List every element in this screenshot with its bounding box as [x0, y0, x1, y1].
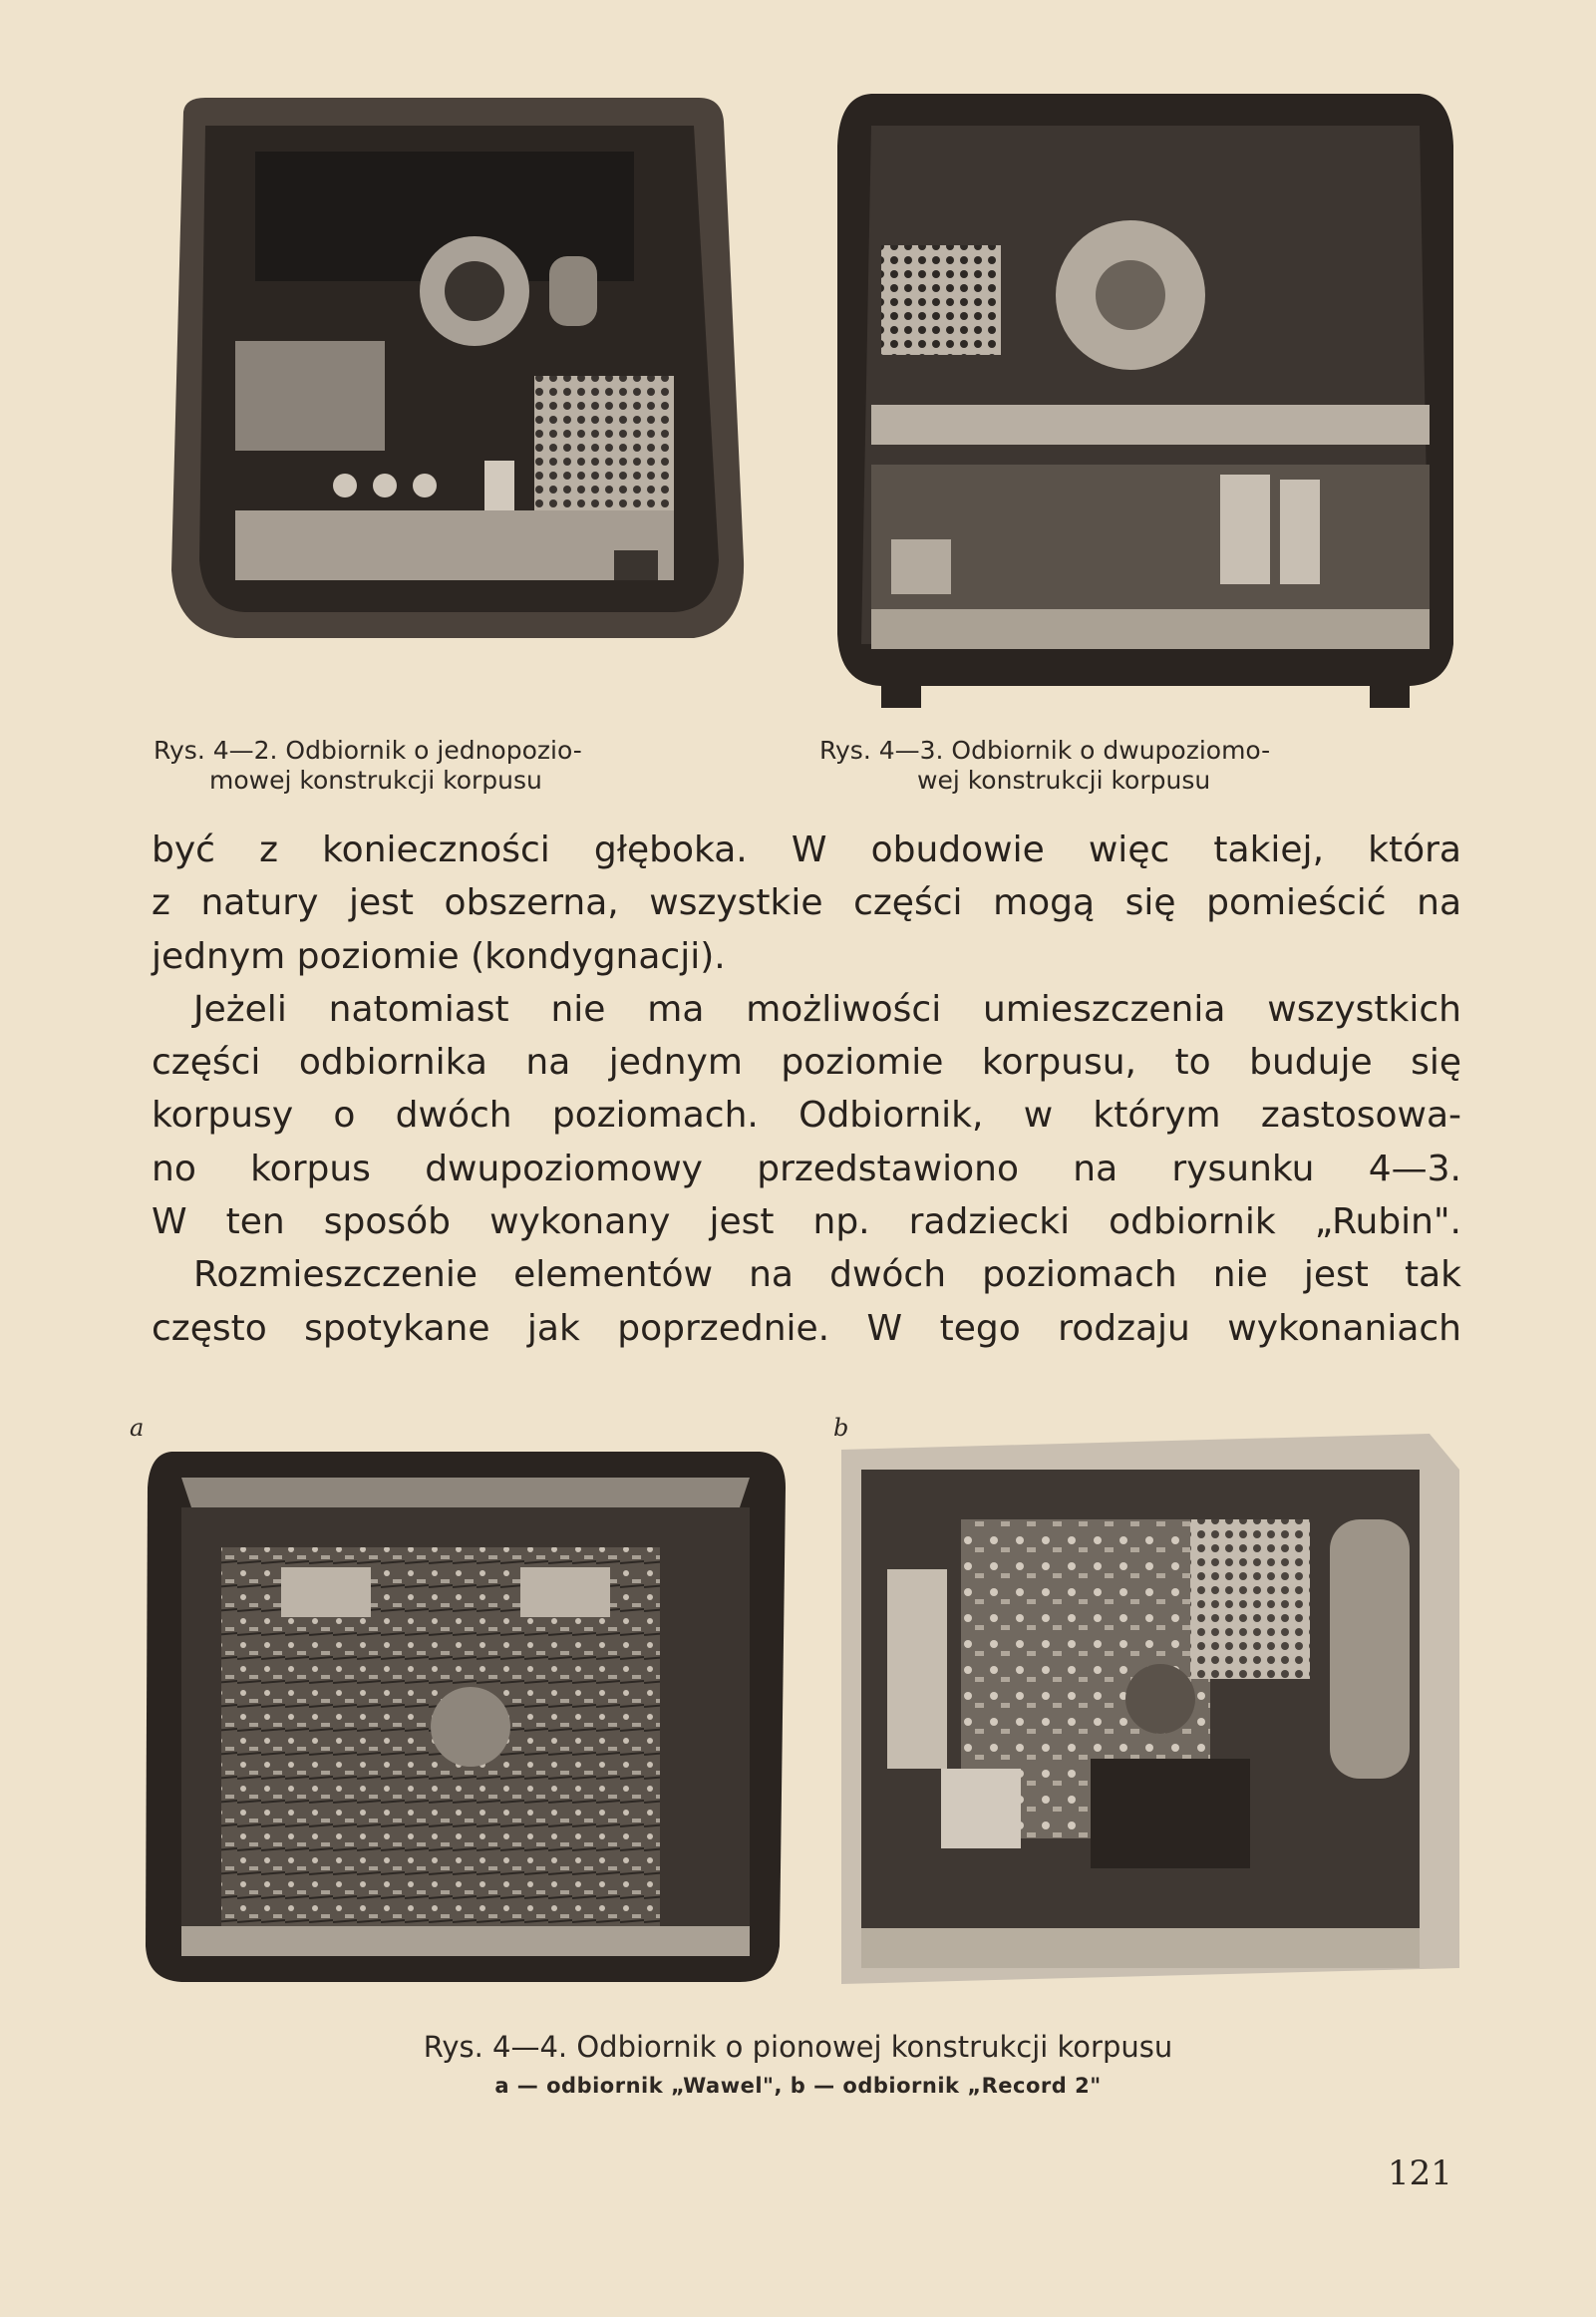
body-line: Jeżeli natomiast nie ma możliwości umieszczenia wszystkich	[193, 988, 1461, 1030]
caption-line: mowej konstrukcji korpusu	[209, 766, 542, 795]
caption-line: wej konstrukcji korpusu	[917, 766, 1211, 795]
photo-fig-4-3	[831, 86, 1457, 710]
subfigure-label-b: b	[833, 1414, 849, 1442]
body-line: korpusy o dwóch poziomach. Odbiornik, w którym zastosowa-	[152, 1095, 1461, 1137]
caption-fig-4-4: Rys. 4—4. Odbiornik o pionowej konstrukcji korpusu	[423, 2030, 1173, 2064]
body-text	[152, 824, 1461, 1355]
caption-line: Rys. 4—2. Odbiornik o jednopozio-	[154, 736, 582, 765]
body-line: części odbiornika na jednym poziomie korpusu, to buduje się	[152, 1042, 1461, 1084]
body-line: być z konieczności głęboka. W obudowie więc takiej, która	[152, 829, 1461, 870]
caption-line: Rys. 4—3. Odbiornik o dwupoziomo-	[819, 736, 1271, 765]
body-line: W ten sposób wykonany jest np. radziecki odbiornik „Rubin".	[152, 1201, 1461, 1243]
subfigure-label-a: a	[130, 1414, 145, 1442]
photo-fig-4-2	[156, 92, 754, 646]
page-number: 121	[1388, 2153, 1452, 2193]
subcaption-fig-4-4: a — odbiornik „Wawel", b — odbiornik „Record 2"	[494, 2074, 1102, 2098]
body-line: no korpus dwupoziomowy przedstawiono na rysunku 4—3.	[152, 1148, 1461, 1189]
body-line: z natury jest obszerna, wszystkie części mogą się pomieścić na	[152, 882, 1461, 924]
caption-fig-4-2	[154, 736, 792, 796]
body-line: jednym poziomie (kondygnacji).	[152, 935, 726, 977]
photo-fig-4-4-a	[142, 1448, 790, 1986]
photo-fig-4-4-b	[831, 1430, 1463, 1988]
caption-fig-4-3	[819, 736, 1477, 796]
body-line: często spotykane jak poprzednie. W tego rodzaju wykonaniach	[152, 1307, 1461, 1349]
body-line: Rozmieszczenie elementów na dwóch poziomach nie jest tak	[193, 1254, 1461, 1296]
